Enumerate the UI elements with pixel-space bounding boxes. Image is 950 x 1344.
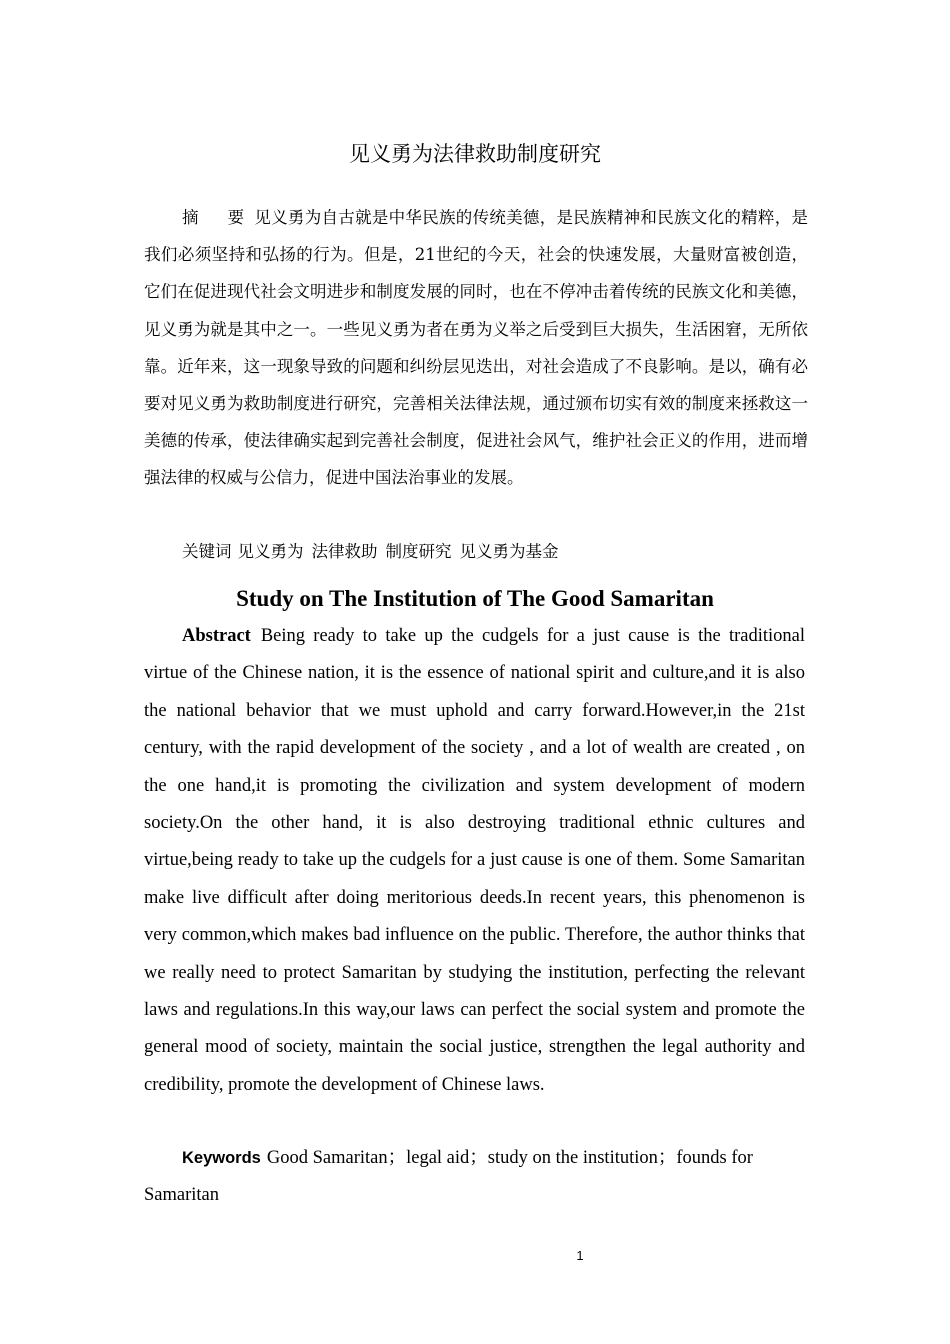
english-title: Study on The Institution of The Good Samaritan <box>236 586 714 611</box>
chinese-keywords-label: 关键词 <box>182 542 232 561</box>
page-number: 1 <box>576 1248 584 1263</box>
chinese-keyword: 制度研究 <box>385 542 452 561</box>
chinese-keyword: 见义勇为基金 <box>459 542 559 561</box>
english-keywords-text: Good Samaritan；legal aid；study on the institution；founds for Samaritan <box>144 1148 753 1206</box>
chinese-keywords <box>182 534 808 570</box>
english-keywords <box>144 1140 808 1215</box>
english-abstract-label: Abstract <box>182 626 251 646</box>
chinese-keyword: 见义勇为 <box>237 542 304 561</box>
chinese-title: 见义勇为法律救助制度研究 <box>349 142 601 166</box>
english-abstract <box>144 618 805 1104</box>
chinese-abstract-text: 见义勇为自古就是中华民族的传统美德，是民族精神和民族文化的精粹，是我们必须坚持和弘扬的行为。但是，21世纪的今天，社会的快速发展，大量财富被创造，它们在促进现代社会文明进步和制度发展的同时，也在不停冲击着传统的民族文化和美德，见义勇为就是其中之一。一些见义勇为者在勇为义举之后受到巨大损失，生活困窘，无所依靠。近年来，这一现象导致的问题和纠纷层见迭出，对社会造成了不良影响。是以，确有必要对见义勇为救助制度进行研究，完善相关法律法规，通过颁布切实有效的制度来拯救这一美德的传承，使法律确实起到完善社会制度，促进社会风气，维护社会正义的作用，进而增强法律的权威与公信力，促进中国法治事业的发展。 <box>144 208 809 488</box>
chinese-abstract <box>144 199 808 497</box>
english-abstract-text: Being ready to take up the cudgels for a just cause is the traditional virtue of the Chinese nation, it is the essence of national spirit and culture,and it is also the national behavior that we must uphold and carry forward.However,in the 21st century, with the rapid development of the society , and a lot of wealth are created , on the one hand,it is promoting the civilization and system development of modern society.On the other hand, it is also destroying traditional ethnic cultures and virtue,being ready to take up the cudgels for a just cause is one of them. Some Samaritan make live difficult after doing meritorious deeds.In recent years, this phenomenon is very common,which makes bad influence on the public. Therefore, the author thinks that we really need to protect Samaritan by studying the institution, perfecting the relevant laws and regulations.In this way,our laws can perfect the social system and promote the general mood of society, maintain the social justice, strengthen the legal authority and credibility, promote the development of Chinese laws. <box>144 626 805 1095</box>
chinese-keyword: 法律救助 <box>311 542 378 561</box>
english-keywords-label: Keywords <box>182 1149 261 1167</box>
chinese-abstract-label: 摘 要 <box>182 208 251 227</box>
